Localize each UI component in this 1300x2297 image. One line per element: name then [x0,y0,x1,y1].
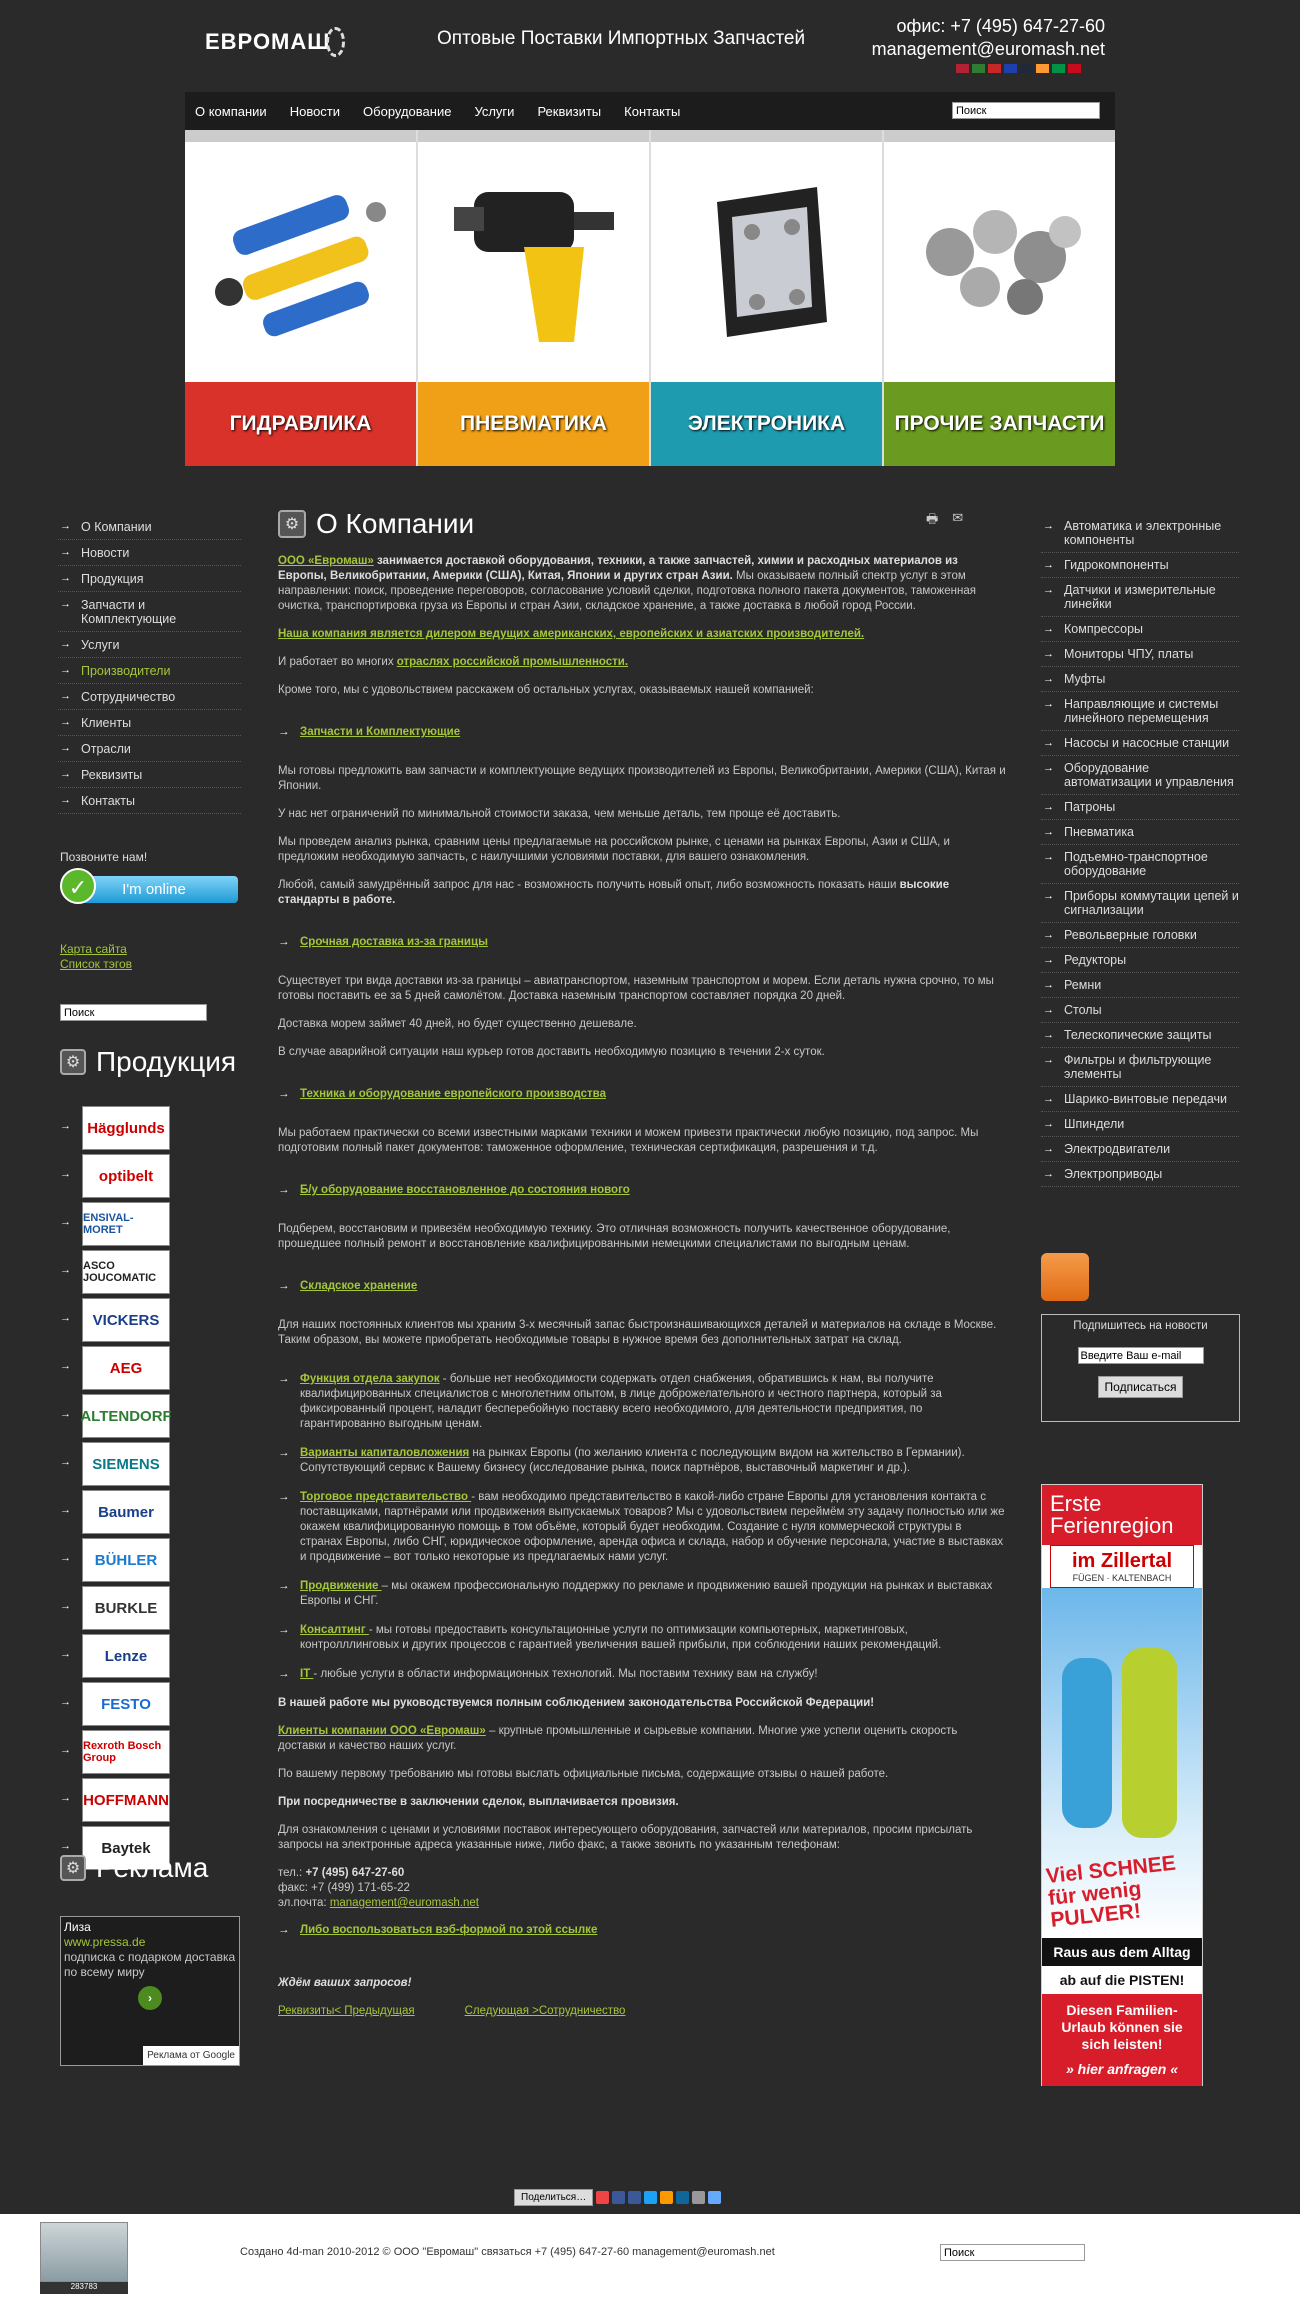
flag-icon[interactable] [1068,64,1081,73]
call-us-label: Позвоните нам! [60,850,148,864]
tile-label: ПНЕВМАТИКА [418,382,649,466]
banner-slogan: Viel SCHNEE für wenig PULVER! [1044,1851,1177,1932]
right-nav-item[interactable]: → Телескопические защиты [1041,1023,1239,1048]
flag-icon[interactable] [1036,64,1049,73]
right-nav-item[interactable]: → Столы [1041,998,1239,1023]
hydraulic-cylinders-image [205,167,396,347]
fax-value: факс: +7 (499) 171-65-22 [278,1882,410,1894]
right-nav-item[interactable]: → Шарико-винтовые передачи [1041,1087,1239,1112]
brand-logo: → VICKERS [82,1298,170,1342]
webform-link[interactable]: → Либо воспользоваться вэб-формой по этой ссылке [278,1924,1006,1936]
right-nav-item[interactable]: → Револьверные головки [1041,923,1239,948]
brand-logo: → AEG [82,1346,170,1390]
right-nav-item[interactable]: → Патроны [1041,795,1239,820]
list-item [278,1579,1006,1609]
odnoklassniki-icon[interactable] [660,2191,673,2204]
brand-item[interactable] [60,1586,245,1634]
service-text: - мы готовы предоставить консультационные услуги по оптимизации компьютерных, маркетинговых, контролллинговых и других процессов с гарантией увеличения вашей прибыли, при соблюдении наших рекомендаций. [300,1624,942,1651]
commission-bold: При посредничестве в заключении сделок, выплачивается провизия. [278,1796,679,1808]
flag-icon[interactable] [972,64,985,73]
service-text: - любые услуги в области информационных технологий. Мы поставим технику вам на службу! [313,1668,818,1680]
brand-item[interactable] [60,1442,245,1490]
tags-link[interactable]: Список тэгов [60,957,133,971]
clients-link[interactable]: Клиенты компании ООО «Евромаш» [278,1725,486,1737]
left-nav-item[interactable]: → Запчасти и Комплектующие [58,592,241,632]
counter-logo[interactable] [40,2222,128,2282]
brand-item[interactable] [60,1106,245,1154]
section-link-storage[interactable]: → Складское хранение [278,1280,1006,1292]
mail-label: эл.почта: [278,1897,330,1909]
top-nav [185,92,1115,130]
pagination [278,2005,1006,2017]
text-paragraph: Мы работаем практически со всеми известными марками техники и можем привезти практически любую позицию, под запрос. Мы подготовим полный пакет документов: таможенное оформление, техническая сертификация, разрешения и т.д. [278,1127,979,1154]
brand-logo: → Baytek [82,1826,170,1870]
twitter-icon[interactable] [644,2191,657,2204]
tile-label: ПРОЧИЕ ЗАПЧАСТИ [884,382,1115,466]
brand-item[interactable] [60,1154,245,1202]
right-nav-item[interactable]: → Гидрокомпоненты [1041,553,1239,578]
main-content [278,508,1006,2017]
service-link[interactable]: Варианты капиталовложения [300,1447,470,1459]
gear-icon: ⚙ [60,1049,86,1075]
phone: офис: +7 (495) 647-27-60 [896,16,1105,36]
banner-cta [1042,1994,1202,2086]
right-nav-item[interactable]: → Пневматика [1041,820,1239,845]
right-nav-item[interactable]: → Направляющие и системы линейного перемещения [1041,692,1239,731]
top-nav-item[interactable]: Оборудование [363,103,452,119]
category-tiles [185,130,1115,466]
footer-search-input[interactable] [940,2244,1085,2261]
text-paragraph: Доставка морем займет 40 дней, но будет существенно дешевале. [278,1018,637,1030]
more-icon[interactable] [692,2191,705,2204]
service-text: - больше нет необходимости содержать отдел снабжения, обратившись к нам, вы получите квалифицированных специалистов с многолетним опытом, в лице доброжелательного и честного партнера, который за фиксированный процент, наладит бесперебойную поставку всего необходимого, для деятельности предприятия, по гарантированно выгодным ценам. [300,1373,942,1430]
left-nav-item[interactable]: → Клиенты [58,710,241,736]
site-links [60,942,132,972]
tile-label: ГИДРАВЛИКА [185,382,416,466]
top-nav-item[interactable]: Услуги [474,103,515,119]
text-paragraph: Для ознакомления с ценами и условиями поставок интересующего оборудования, запчастей или материалов, просим присылать запросы на электронные адреса указанные ниже, либо факс, а также звонить по указанным телефонам: [278,1824,973,1851]
vk-icon[interactable] [612,2191,625,2204]
section-link-equipment[interactable]: → Техника и оборудование европейского производства [278,1088,1006,1100]
print-icon[interactable]: 🖶 [926,511,939,526]
service-text: – мы окажем профессиональную поддержку по рекламе и продвижению вашей продукции на рынках и выставках Европы и СНГ. [300,1580,993,1607]
tile-other-parts[interactable] [884,130,1115,466]
text-paragraph: Подберем, восстановим и привезём необходимую технику. Это отличная возможность получить качественное оборудование, прошедшее полный ремонт и восстановление квалифицированными немецкими специалистами по выгодным ценам. [278,1223,951,1250]
header [0,0,1300,90]
skiers-image [1042,1588,1202,1938]
prev-page-link[interactable]: Реквизиты< Предыдущая [278,2005,415,2017]
gear-icon [326,27,345,57]
left-nav-item[interactable]: → Реквизиты [58,762,241,788]
right-nav-item[interactable]: → Шпиндели [1041,1112,1239,1137]
right-nav-item[interactable]: → Электродвигатели [1041,1137,1239,1162]
fittings-image [904,167,1095,347]
tile-pneumatics[interactable] [418,130,649,466]
law-bold: В нашей работе мы руководствуемся полным соблюдением законодательства Российской Федерации! [278,1697,875,1709]
right-nav-item[interactable]: → Приборы коммутации цепей и сигнализации [1041,884,1239,923]
online-label: I'm online [70,876,238,903]
service-link[interactable]: Продвижение [300,1580,382,1592]
brand-logo: → Hägglunds [82,1106,170,1150]
top-search-input[interactable] [952,102,1100,119]
industries-text: И работает во многих [278,656,397,668]
arrow-right-icon[interactable]: › [138,1986,162,2010]
checkmark-icon: ✓ [60,868,96,904]
text-paragraph: В случае аварийной ситуации наш курьер готов доставить необходимую позицию в течении 2-х суток. [278,1046,825,1058]
left-nav-item[interactable]: → Продукция [58,566,241,592]
standards-bold: высокие стандарты в работе. [278,879,950,906]
law-paragraph [278,1696,1006,1711]
left-nav-item[interactable]: → Производители [58,658,241,684]
service-link[interactable]: Функция отдела закупок [300,1373,440,1385]
brand-logo: → BURKLE [82,1586,170,1630]
banner-title: Erste Ferienregion [1050,1491,1174,1538]
brand-logo: → BÜHLER [82,1538,170,1582]
ad-text: подписка с подарком доставка по всему миру [64,1950,236,1979]
right-nav-item[interactable]: → Подъемно-транспортное оборудование [1041,845,1239,884]
products-heading [60,1046,236,1078]
brand-logo: → HOFFMANN [82,1778,170,1822]
intro-text: Мы оказываем полный спектр услуг в этом направлении: поиск, проведение переговоров, согласование условий сделки, подготовка полного пакета документов, таможенная очистка, транспортировка груза из Европы и стран Азии, складское хранение, а также доставка в любой город России. [278,570,976,612]
ad-attribution: Реклама от Google [143,2046,239,2065]
dealer-paragraph [278,627,1006,642]
right-nav-item[interactable]: → Фильтры и фильтрующие элементы [1041,1048,1239,1087]
text-paragraph [278,878,1006,908]
facebook-icon[interactable] [628,2191,641,2204]
gear-icon: ⚙ [278,510,306,538]
text-paragraph: Существует три вида доставки из-за границы – авиатранспортом, наземным транспортом и морем. Если деталь нужна срочно, то мы готовы поставить ее за 5 дней самолётом. Доставка наземным транспортом составляет порядка 20 дней. [278,975,994,1002]
language-flags [956,64,1081,73]
left-nav-item[interactable]: → Сотрудничество [58,684,241,710]
left-nav-item[interactable]: → Услуги [58,632,241,658]
left-nav [58,514,241,814]
banner-headline [1042,1485,1202,1545]
contacts-paragraph [278,1866,1006,1911]
clients-text: – крупные промышленные и сырьевые компании. Многие уже успели оценить скорость доставки и качество наших услуг. [278,1725,958,1752]
top-nav-item[interactable]: Новости [289,103,341,119]
list-item [278,1490,1006,1565]
tile-electronics[interactable] [651,130,882,466]
tagline: Оптовые Поставки Импортных Запчастей [437,28,806,49]
subscribe-box [1041,1314,1240,1422]
brand-item[interactable] [60,1394,245,1442]
left-nav-item[interactable]: → Контакты [58,788,241,814]
pneumatic-tool-image [438,167,629,347]
bookmark-icon[interactable] [708,2191,721,2204]
dealer-link[interactable]: Наша компания является дилером ведущих американских, европейских и азиатских производителей. [278,628,865,640]
banner-line: ab auf die PISTEN! [1042,1966,1202,1994]
logo-text: ЕВРОМАШ [205,29,331,54]
brand-list [60,1106,245,1857]
industries-paragraph [278,655,1006,670]
intro-bold: занимается доставкой оборудования, техники, а также запчастей, химии и расходных материалов из Европы, Великобритании, Америки (США), Китая, Японии и других стран Азии. [278,555,958,582]
top-nav-item[interactable]: Реквизиты [537,103,602,119]
next-page-link[interactable]: Следующая >Сотрудничество [464,2005,626,2017]
page-title-text: О Компании [316,508,475,539]
tel-value: +7 (495) 647-27-60 [305,1867,405,1879]
right-nav-item[interactable]: → Муфты [1041,667,1239,692]
brand-logo: → Rexroth Bosch Group [82,1730,170,1774]
flag-icon[interactable] [956,64,969,73]
brand-logo: → Lenze [82,1634,170,1678]
clients-paragraph [278,1724,1006,1754]
services-intro: Кроме того, мы с удовольствием расскажем об остальных услугах, оказываемых нашей компанией: [278,684,814,696]
online-status-button[interactable] [60,868,240,908]
flag-icon[interactable] [1020,64,1033,73]
flag-icon[interactable] [1052,64,1065,73]
text-paragraph: У нас нет ограничений по минимальной стоимости заказа, чем меньше деталь, тем проще её доставить. [278,808,841,820]
text-paragraph: Для наших постоянных клиентов мы храним 3-х месячный запас быстроизнашивающихся деталей и материалов на складе в Москве. Таким образом, вы можете приобретать необходимые товары в нужное время без дополнительных затрат на склад. [278,1319,997,1346]
brand-item[interactable] [60,1202,245,1250]
list-item [278,1667,1006,1682]
brand-logo: → ENSIVAL-MORET [82,1202,170,1246]
relay-image [671,167,862,347]
text-paragraph: Мы проведем анализ рынка, сравним цены предлагаемые на российском рынке, с ценами на рынках Европы, Азии и США, и предложим необходимую запчасть, с наилучшими условиями поставки, для вашего ознакомления. [278,836,950,863]
mail-link[interactable]: management@euromash.net [329,1897,479,1909]
brand-logo: → ALTENDORF [82,1394,170,1438]
text-paragraph: Мы готовы предложить вам запчасти и комплектующие ведущих производителей из Европы, Великобритании, Америки (США), Китая и Японии. [278,765,1006,792]
brand-item[interactable] [60,1634,245,1682]
banner-region [1050,1545,1194,1588]
brand-item[interactable] [60,1682,245,1730]
left-nav-item[interactable]: → Новости [58,540,241,566]
brand-logo: → ASCO JOUCOMATIC [82,1250,170,1294]
list-item [278,1623,1006,1653]
page-tools [926,510,963,532]
right-nav-item[interactable]: → Насосы и насосные станции [1041,731,1239,756]
ads-title: Реклама [96,1852,209,1883]
copyright: Создано 4d-man 2010-2012 © ООО "Евромаш" связаться +7 (495) 647-27-60 management@euromash.net [240,2246,775,2258]
google-ad[interactable] [60,1916,240,2066]
flag-icon[interactable] [988,64,1001,73]
intro-paragraph [278,554,1006,614]
service-text: - вам необходимо представительство в какой-либо стране Европы для установления контакта с поставщиками, партнёрами или продвижения выпускаемых товаров? Мы с удовольствием переймём эту задачу полностью или же окажем квалифицированную помощь в том объёме, который будет необходим. Создание с нуля коммерческой структуры в странах Европы, либо СНГ, юридическое оформление, аренда офиса и склада, набор и обучение персонала, участие в выставках и продвижение – вот только некоторые из предлагаемых нами услуг. [300,1491,1005,1563]
ad-name: Лиза [64,1920,91,1934]
right-nav-item[interactable]: → Редукторы [1041,948,1239,973]
rss-icon[interactable] [1041,1253,1089,1301]
brand-item[interactable] [60,1538,245,1586]
gear-icon: ⚙ [60,1855,86,1881]
brand-item[interactable] [60,1490,245,1538]
brand-item[interactable] [60,1778,245,1826]
service-link[interactable]: Торговое представительство [300,1491,472,1503]
counter-value: 283783 [40,2282,128,2294]
right-nav-item[interactable]: → Мониторы ЧПУ, платы [1041,642,1239,667]
banner-request-link[interactable]: » hier anfragen « [1065,2061,1179,2077]
right-nav [1041,514,1239,1187]
skier-figure [1062,1658,1112,1828]
banner-offer: Diesen Familien-Urlaub können sie sich leisten! [1061,2002,1183,2052]
left-nav-item[interactable]: → О Компании [58,514,241,540]
section-link-parts[interactable]: → Запчасти и Комплектующие [278,726,1006,738]
right-nav-item[interactable]: → Ремни [1041,973,1239,998]
top-nav-item[interactable]: Контакты [624,103,681,119]
ads-heading [60,1852,208,1884]
company-link[interactable]: ООО «Евромаш» [278,555,374,567]
list-item [278,1372,1006,1432]
email-field[interactable] [1078,1347,1204,1364]
share-button[interactable]: Поделиться… [514,2189,593,2206]
right-nav-item[interactable]: → Электроприводы [1041,1162,1239,1187]
ad-banner[interactable] [1041,1484,1203,2086]
brand-logo: → SIEMENS [82,1442,170,1486]
subscribe-button[interactable]: Подписаться [1098,1376,1184,1398]
text-paragraph: По вашему первому требованию мы готовы выслать официальные письма, содержащие отзывы о нашей работе. [278,1768,889,1780]
banner-towns: FÜGEN · KALTENBACH [1072,1573,1172,1583]
service-link[interactable]: IT [300,1668,314,1680]
section-link-delivery[interactable]: → Срочная доставка из-за границы [278,936,1006,948]
left-nav-item[interactable]: → Отрасли [58,736,241,762]
share-bar [514,2189,721,2206]
flag-icon[interactable] [1004,64,1017,73]
list-item [278,1446,1006,1476]
brand-item[interactable] [60,1250,245,1298]
standards-text: Любой, самый замудрённый запрос для нас - возможность получить новый опыт, либо возможность показать наши [278,879,900,891]
share-icon[interactable] [596,2191,609,2204]
brand-item[interactable] [60,1298,245,1346]
ad-url[interactable]: www.pressa.de [64,1935,146,1949]
service-link[interactable]: Консалтинг [300,1624,369,1636]
right-nav-item[interactable]: → Автоматика и электронные компоненты [1041,514,1239,553]
page-title [278,508,1006,540]
brand-logo: → Baumer [82,1490,170,1534]
brand-logo: → optibelt [82,1154,170,1198]
brand-logo: → FESTO [82,1682,170,1726]
banner-line: Raus aus dem Alltag [1042,1938,1202,1966]
closing-text: Ждём ваших запросов! [278,1977,412,1989]
skier-figure [1122,1648,1177,1838]
section-link-used-equipment[interactable]: → Б/у оборудование восстановленное до состояния нового [278,1184,1006,1196]
products-title: Продукция [96,1046,237,1077]
banner-region-name: im Zillertal [1071,1550,1173,1572]
tile-hydraulics[interactable] [185,130,416,466]
footer [0,2214,1300,2297]
right-nav-item[interactable]: → Компрессоры [1041,617,1239,642]
commission-paragraph [278,1795,1006,1810]
service-list [278,1372,1006,1682]
brand-item[interactable] [60,1730,245,1778]
subscribe-title: Подпишитесь на новости [1073,1320,1208,1332]
right-nav-item[interactable]: → Датчики и измерительные линейки [1041,578,1239,617]
tile-label: ЭЛЕКТРОНИКА [651,382,882,466]
industries-link[interactable]: отраслях российской промышленности. [396,656,629,668]
left-search-input[interactable] [60,1004,207,1021]
email-icon[interactable]: ✉ [952,510,964,525]
service-text: на рынках Европы (по желанию клиента с последующим видом на жительство в Германии). Сопутствующий сервис к Вашему бизнесу (исследование рынка, поиск партнёров, выставочный маркетинг и др.). [300,1447,965,1474]
top-nav-item[interactable]: О компании [195,103,267,119]
right-nav-item[interactable]: → Оборудование автоматизации и управления [1041,756,1239,795]
mailru-icon[interactable] [676,2191,689,2204]
sitemap-link[interactable]: Карта сайта [60,942,127,956]
tel-label: тел.: [278,1867,306,1879]
logo[interactable] [205,22,345,62]
email[interactable]: management@euromash.net [871,39,1105,59]
brand-item[interactable] [60,1346,245,1394]
contact-block [872,15,1105,61]
